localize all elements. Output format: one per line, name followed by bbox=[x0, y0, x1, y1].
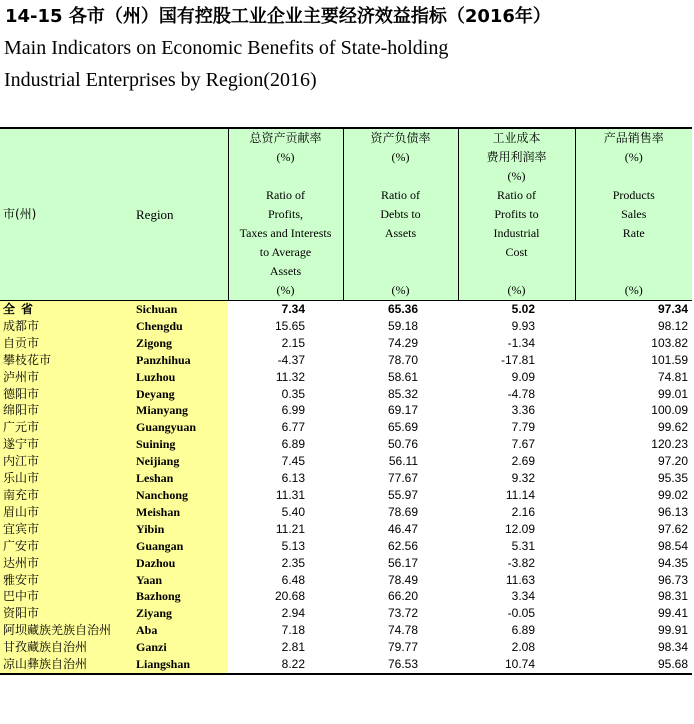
region-name-cn: 凉山彝族自治州 bbox=[3, 657, 88, 672]
value-cell: 65.69 bbox=[387, 420, 418, 435]
region-name-en: Guangyuan bbox=[136, 420, 197, 435]
value-cell: 50.76 bbox=[387, 437, 418, 452]
value-cell: 15.65 bbox=[274, 318, 305, 333]
value-cell: 96.73 bbox=[657, 572, 688, 587]
header-region-cn: 市(州) bbox=[3, 207, 37, 221]
value-cell: 2.16 bbox=[511, 504, 535, 519]
value-cell: 0.35 bbox=[281, 386, 305, 401]
region-label-cell bbox=[0, 538, 228, 555]
region-label-cell bbox=[0, 386, 228, 403]
value-cell: -17.81 bbox=[500, 352, 535, 367]
header-col3-en-2: Profits to bbox=[494, 207, 539, 221]
value-cell: 6.89 bbox=[281, 437, 305, 452]
header-col3-pct-bottom: (%) bbox=[507, 283, 526, 297]
region-label-cell bbox=[0, 555, 228, 572]
region-label-cell bbox=[0, 504, 228, 521]
page-title-en-line1: Main Indicators on Economic Benefits of State-holding bbox=[4, 37, 449, 59]
header-col1-en-2: Profits, bbox=[267, 207, 303, 221]
value-cell: 78.70 bbox=[387, 352, 418, 367]
value-cell: 99.01 bbox=[657, 386, 688, 401]
region-name-cn: 泸州市 bbox=[3, 369, 40, 384]
value-cell: 94.35 bbox=[657, 555, 688, 570]
table-row bbox=[0, 335, 692, 352]
value-cell: 96.13 bbox=[657, 504, 688, 519]
value-cell: 2.94 bbox=[281, 606, 305, 621]
region-label-cell bbox=[0, 436, 228, 453]
region-name-en: Yaan bbox=[136, 572, 163, 587]
value-cell: 20.68 bbox=[274, 589, 305, 604]
value-cell: 3.36 bbox=[511, 403, 535, 418]
header-col-debt-to-assets bbox=[343, 128, 458, 301]
header-col2-pct-bottom: (%) bbox=[391, 283, 410, 297]
table-row bbox=[0, 555, 692, 572]
region-name-en: Dazhou bbox=[136, 555, 176, 570]
value-cell: 76.53 bbox=[343, 656, 458, 674]
table-row bbox=[0, 622, 692, 639]
region-label-cell bbox=[0, 301, 228, 318]
header-region-en: Region bbox=[136, 207, 174, 222]
region-name-cn: 眉山市 bbox=[3, 504, 40, 519]
value-cell: 6.89 bbox=[511, 623, 535, 638]
table-row bbox=[0, 588, 692, 605]
value-cell: 78.69 bbox=[387, 504, 418, 519]
header-col3-pct-top: (%) bbox=[507, 169, 526, 183]
region-label-cell bbox=[0, 572, 228, 589]
indicators-table-wrapper bbox=[0, 127, 692, 675]
value-cell: 74.29 bbox=[387, 335, 418, 350]
value-cell: 100.09 bbox=[651, 403, 688, 418]
region-label-cell bbox=[0, 639, 228, 656]
region-name-cn: 乐山市 bbox=[3, 471, 40, 486]
value-cell: 98.54 bbox=[657, 538, 688, 553]
table-row bbox=[0, 318, 692, 335]
region-label-cell bbox=[0, 352, 228, 369]
region-name-en: Chengdu bbox=[136, 318, 183, 333]
header-col-profit-to-cost bbox=[458, 128, 575, 301]
header-col3-en-3: Industrial bbox=[493, 226, 540, 240]
region-name-en: Suining bbox=[136, 437, 176, 452]
value-cell: 85.32 bbox=[387, 386, 418, 401]
header-col4-en-3: Rate bbox=[622, 226, 645, 240]
value-cell: -3.82 bbox=[507, 555, 535, 570]
value-cell: 97.34 bbox=[575, 301, 692, 318]
value-cell: 79.77 bbox=[387, 640, 418, 655]
header-col1-cn: 总资产贡献率 bbox=[249, 131, 322, 145]
value-cell: 6.99 bbox=[281, 403, 305, 418]
value-cell: 2.69 bbox=[511, 454, 535, 469]
region-name-en: Guangan bbox=[136, 538, 184, 553]
table-row bbox=[0, 386, 692, 403]
value-cell: -0.05 bbox=[507, 606, 535, 621]
header-col1-en-4: to Average bbox=[259, 245, 312, 259]
region-name-cn: 资阳市 bbox=[3, 606, 40, 621]
header-col4-pct-top: (%) bbox=[624, 150, 643, 164]
value-cell: 6.48 bbox=[281, 572, 305, 587]
table-row bbox=[0, 453, 692, 470]
table-row bbox=[0, 605, 692, 622]
table-row bbox=[0, 352, 692, 369]
header-col1-en-3: Taxes and Interests bbox=[239, 226, 332, 240]
table-row bbox=[0, 538, 692, 555]
region-name-cn: 巴中市 bbox=[3, 589, 40, 604]
page-title-en-line2: Industrial Enterprises by Region(2016) bbox=[4, 69, 317, 91]
table-row bbox=[0, 521, 692, 538]
header-col-total-assets-contribution bbox=[228, 128, 343, 301]
region-name-en: Sichuan bbox=[136, 302, 178, 316]
value-cell: 3.34 bbox=[511, 589, 535, 604]
value-cell: -4.78 bbox=[507, 386, 535, 401]
value-cell: 7.34 bbox=[228, 301, 343, 318]
header-col3-cn2: 费用利润率 bbox=[486, 150, 547, 164]
region-name-cn: 达州市 bbox=[3, 555, 40, 570]
value-cell: 56.17 bbox=[387, 555, 418, 570]
value-cell: 7.79 bbox=[511, 420, 535, 435]
value-cell: 5.02 bbox=[458, 301, 575, 318]
table-row bbox=[0, 639, 692, 656]
region-name-en: Luzhou bbox=[136, 369, 176, 384]
header-col1-pct-top: (%) bbox=[276, 150, 295, 164]
value-cell: 95.35 bbox=[657, 471, 688, 486]
header-col2-en-3: Assets bbox=[384, 226, 417, 240]
region-name-en: Zigong bbox=[136, 335, 173, 350]
value-cell: 97.20 bbox=[657, 454, 688, 469]
region-label-cell bbox=[0, 588, 228, 605]
region-name-cn: 攀枝花市 bbox=[3, 352, 52, 367]
value-cell: 65.36 bbox=[343, 301, 458, 318]
region-name-en: Deyang bbox=[136, 386, 175, 401]
value-cell: 74.78 bbox=[387, 623, 418, 638]
table-row bbox=[0, 572, 692, 589]
table-row bbox=[0, 369, 692, 386]
value-cell: -4.37 bbox=[277, 352, 305, 367]
value-cell: 7.18 bbox=[281, 623, 305, 638]
region-name-en: Ganzi bbox=[136, 640, 167, 655]
value-cell: 69.17 bbox=[387, 403, 418, 418]
region-label-cell bbox=[0, 521, 228, 538]
region-name-cn: 绵阳市 bbox=[3, 403, 40, 418]
region-name-cn: 广安市 bbox=[3, 538, 40, 553]
region-label-cell bbox=[0, 487, 228, 504]
indicators-table-body bbox=[0, 301, 692, 674]
region-name-cn: 全省 bbox=[3, 302, 40, 316]
value-cell: 66.20 bbox=[387, 589, 418, 604]
value-cell: 2.08 bbox=[511, 640, 535, 655]
header-region-cell bbox=[0, 128, 228, 301]
value-cell: 9.09 bbox=[511, 369, 535, 384]
header-col1-pct-bottom: (%) bbox=[276, 283, 295, 297]
value-cell: 101.59 bbox=[651, 352, 688, 367]
header-col4-cn: 产品销售率 bbox=[603, 131, 664, 145]
value-cell: 46.47 bbox=[387, 521, 418, 536]
region-name-cn: 内江市 bbox=[3, 454, 40, 469]
value-cell: 9.93 bbox=[511, 318, 535, 333]
value-cell: 62.56 bbox=[387, 538, 418, 553]
region-label-cell bbox=[0, 605, 228, 622]
value-cell: 7.67 bbox=[511, 437, 535, 452]
region-name-en: Panzhihua bbox=[136, 352, 191, 367]
header-col2-cn: 资产负债率 bbox=[370, 131, 431, 145]
region-name-en: Bazhong bbox=[136, 589, 181, 604]
value-cell: 77.67 bbox=[387, 471, 418, 486]
region-label-cell bbox=[0, 335, 228, 352]
value-cell: 8.22 bbox=[228, 656, 343, 674]
region-name-cn: 自贡市 bbox=[3, 335, 40, 350]
region-name-en: Meishan bbox=[136, 504, 181, 519]
value-cell: 5.40 bbox=[281, 504, 305, 519]
value-cell: 56.11 bbox=[388, 454, 418, 469]
page-title-cn: 14-15 各市（州）国有控股工业企业主要经济效益指标（2016年） bbox=[5, 6, 551, 27]
region-label-cell bbox=[0, 369, 228, 386]
region-name-cn: 南充市 bbox=[3, 487, 40, 502]
region-label-cell bbox=[0, 318, 228, 335]
value-cell: 58.61 bbox=[387, 369, 418, 384]
value-cell: 103.82 bbox=[651, 335, 688, 350]
value-cell: 10.74 bbox=[458, 656, 575, 674]
region-name-en: Yibin bbox=[136, 521, 165, 536]
header-col4-en-1: Products bbox=[612, 188, 655, 202]
header-col2-en-1: Ratio of bbox=[381, 188, 420, 202]
value-cell: 73.72 bbox=[387, 606, 418, 621]
table-row bbox=[0, 402, 692, 419]
value-cell: 11.31 bbox=[275, 487, 305, 502]
value-cell: 74.81 bbox=[657, 369, 688, 384]
region-name-en: Mianyang bbox=[136, 403, 189, 418]
table-row-total bbox=[0, 301, 692, 318]
region-name-en: Nanchong bbox=[136, 487, 189, 502]
table-row bbox=[0, 487, 692, 504]
value-cell: 11.21 bbox=[275, 521, 305, 536]
region-name-en: Liangshan bbox=[136, 657, 191, 672]
header-col4-pct-bottom: (%) bbox=[624, 283, 643, 297]
value-cell: 9.32 bbox=[511, 471, 535, 486]
value-cell: 11.14 bbox=[505, 487, 535, 502]
region-name-cn: 遂宁市 bbox=[3, 437, 40, 452]
value-cell: -1.34 bbox=[507, 335, 535, 350]
value-cell: 11.32 bbox=[275, 369, 305, 384]
value-cell: 55.97 bbox=[387, 487, 418, 502]
value-cell: 98.31 bbox=[657, 589, 688, 604]
region-name-cn: 阿坝藏族羌族自治州 bbox=[3, 623, 112, 638]
value-cell: 2.81 bbox=[281, 640, 305, 655]
region-name-cn: 雅安市 bbox=[3, 572, 40, 587]
table-row bbox=[0, 656, 692, 674]
value-cell: 11.63 bbox=[505, 572, 535, 587]
region-name-en: Leshan bbox=[136, 471, 174, 486]
value-cell: 2.15 bbox=[281, 335, 305, 350]
value-cell: 59.18 bbox=[387, 318, 418, 333]
region-name-en: Neijiang bbox=[136, 454, 180, 469]
table-row bbox=[0, 419, 692, 436]
header-col3-cn1: 工业成本 bbox=[492, 131, 541, 145]
value-cell: 12.09 bbox=[504, 521, 535, 536]
value-cell: 99.41 bbox=[657, 606, 688, 621]
region-name-cn: 宜宾市 bbox=[3, 521, 40, 536]
region-name-cn: 广元市 bbox=[3, 420, 40, 435]
region-label-cell bbox=[0, 470, 228, 487]
region-label-cell bbox=[0, 656, 228, 674]
header-col1-en-1: Ratio of bbox=[266, 188, 305, 202]
value-cell: 98.12 bbox=[657, 318, 688, 333]
region-name-cn: 德阳市 bbox=[3, 386, 40, 401]
region-label-cell bbox=[0, 419, 228, 436]
region-label-cell bbox=[0, 453, 228, 470]
value-cell: 6.13 bbox=[281, 471, 305, 486]
value-cell: 5.31 bbox=[511, 538, 535, 553]
header-col3-en-4: Cost bbox=[505, 245, 528, 259]
header-col2-en-2: Debts to bbox=[380, 207, 421, 221]
header-col2-pct-top: (%) bbox=[391, 150, 410, 164]
region-label-cell bbox=[0, 622, 228, 639]
table-row bbox=[0, 470, 692, 487]
region-name-en: Aba bbox=[136, 623, 158, 638]
header-col3-en-1: Ratio of bbox=[497, 188, 536, 202]
region-name-en: Ziyang bbox=[136, 606, 173, 621]
header-col1-en-5: Assets bbox=[269, 264, 302, 278]
value-cell: 95.68 bbox=[575, 656, 692, 674]
indicators-table bbox=[0, 127, 692, 675]
region-name-cn: 成都市 bbox=[3, 318, 40, 333]
region-name-cn: 甘孜藏族自治州 bbox=[3, 640, 88, 655]
region-label-cell bbox=[0, 402, 228, 419]
header-col4-en-2: Sales bbox=[621, 207, 647, 221]
value-cell: 99.02 bbox=[657, 487, 688, 502]
value-cell: 78.49 bbox=[387, 572, 418, 587]
value-cell: 7.45 bbox=[281, 454, 305, 469]
value-cell: 97.62 bbox=[657, 521, 688, 536]
header-col-products-sales-rate bbox=[575, 128, 692, 301]
value-cell: 6.77 bbox=[281, 420, 305, 435]
value-cell: 2.35 bbox=[281, 555, 305, 570]
table-row bbox=[0, 504, 692, 521]
value-cell: 120.23 bbox=[651, 437, 688, 452]
value-cell: 98.34 bbox=[657, 640, 688, 655]
value-cell: 99.91 bbox=[657, 623, 688, 638]
table-row bbox=[0, 436, 692, 453]
value-cell: 99.62 bbox=[657, 420, 688, 435]
value-cell: 5.13 bbox=[281, 538, 305, 553]
